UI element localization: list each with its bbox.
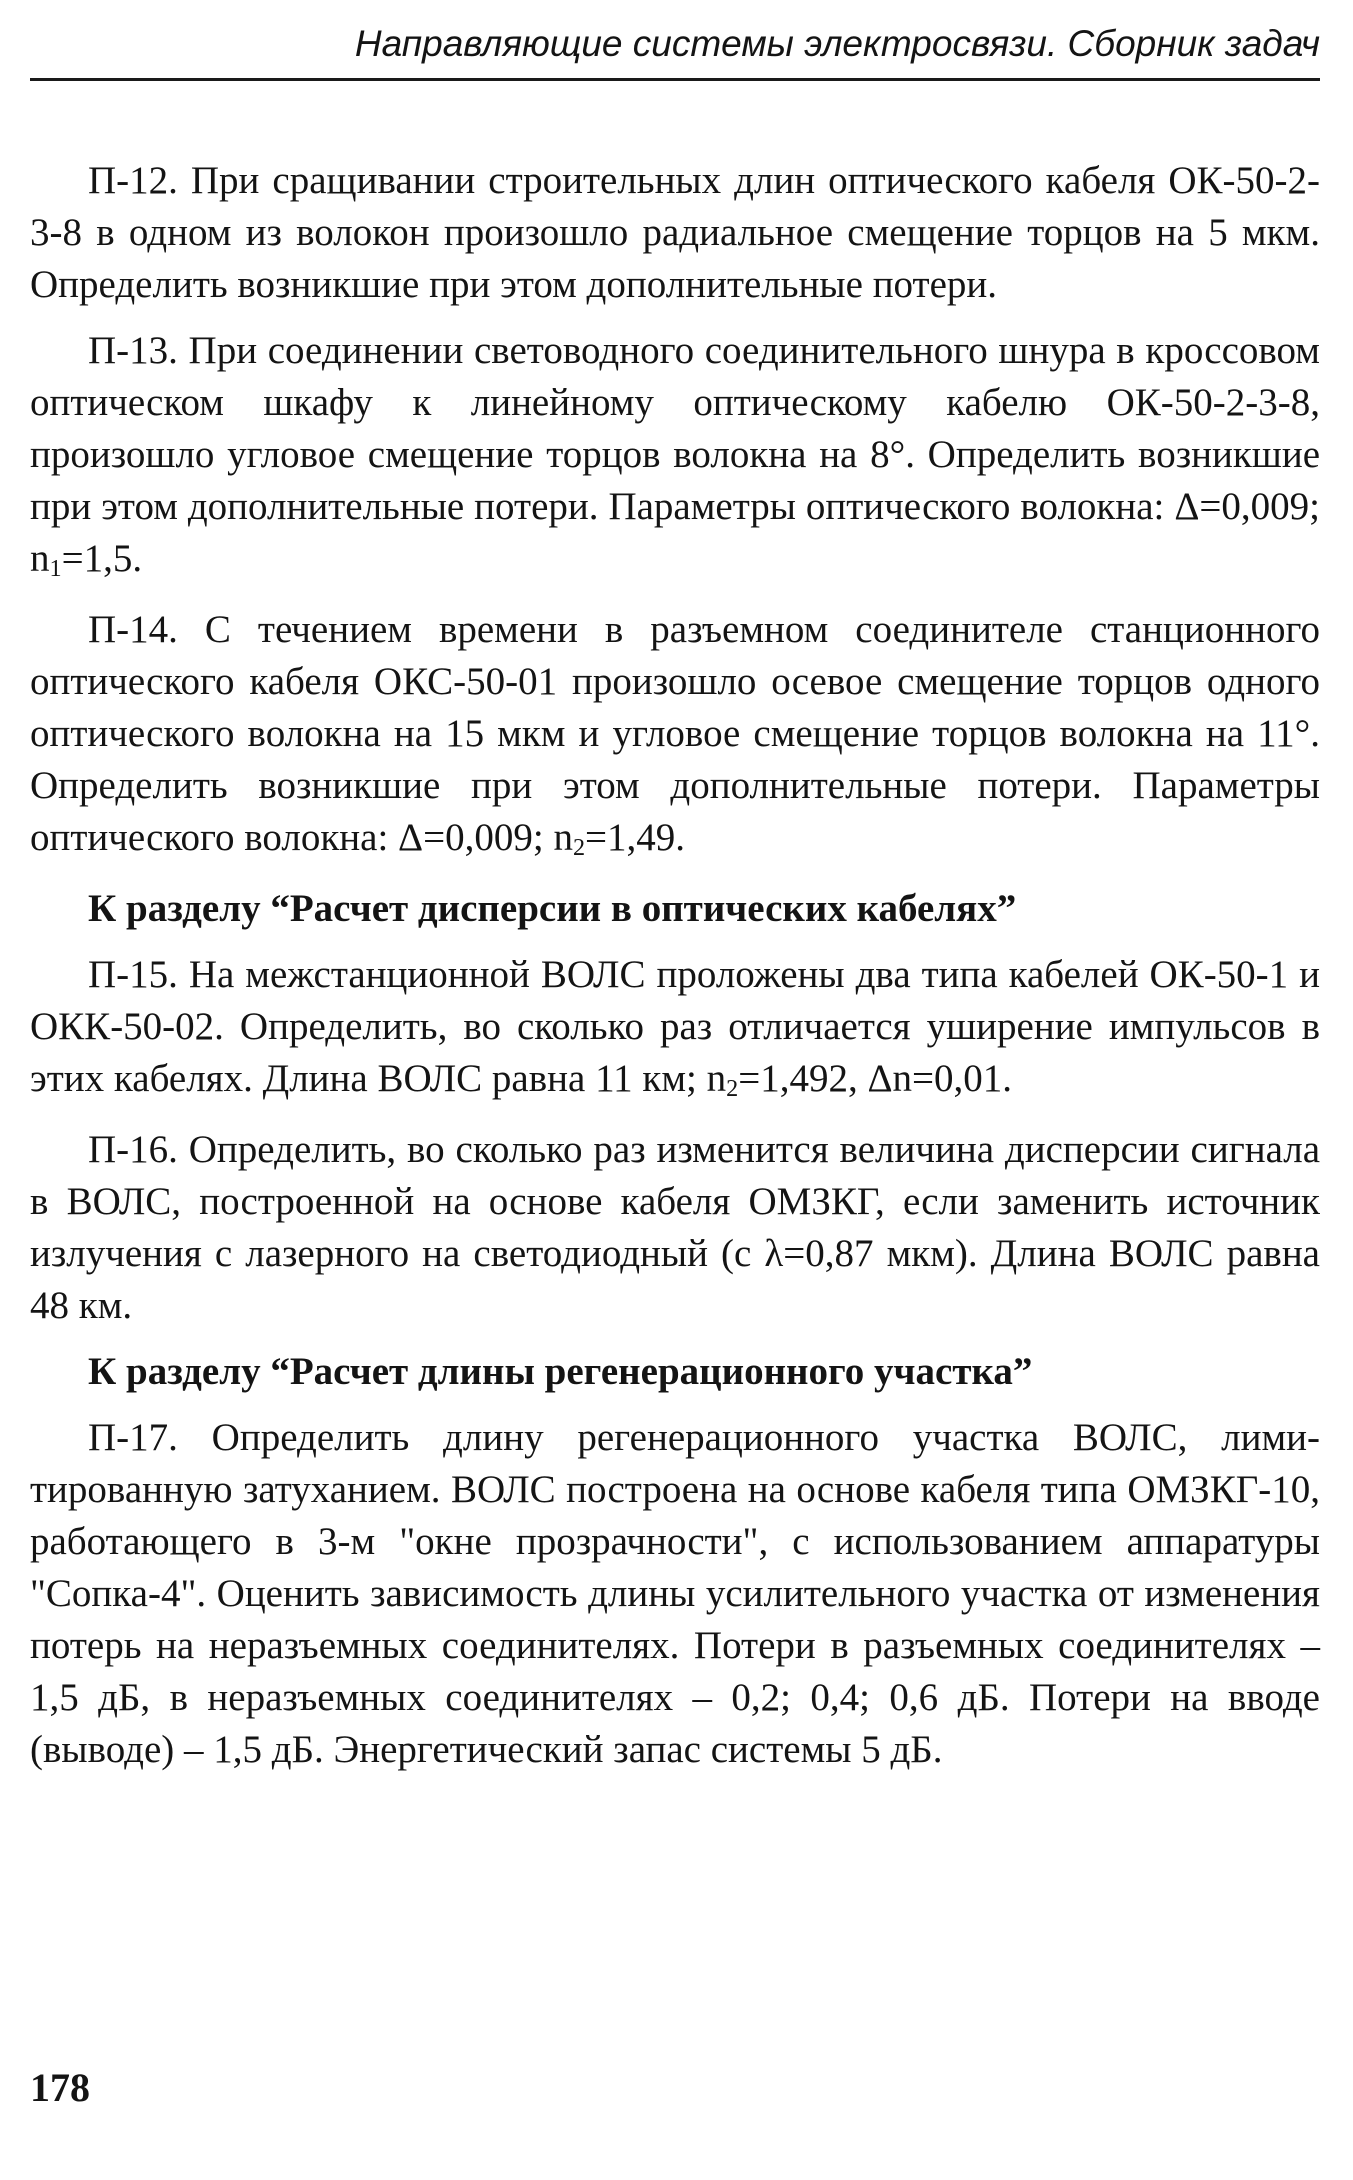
problem-paragraph bbox=[30, 1412, 1320, 1776]
text-run: =1,49. bbox=[585, 816, 686, 859]
text-run: П-15. На межстанционной ВОЛС проложены два типа кабелей ОК-50-1 и ОКК-50-02. Определить, во сколько раз отличается уширение импульсов в этих кабелях. Длина ВОЛС равна 11 км; n bbox=[30, 953, 1320, 1100]
problem-paragraph bbox=[30, 1124, 1320, 1332]
text-run: П-12. При сращивании строительных длин оптического кабеля ОК-50-2-3-8 в одном из волокон произошло радиальное смещение торцов на 5 мкм. Определить возникшие при этом дополнительные потери. bbox=[30, 159, 1320, 306]
section-heading: К разделу “Расчет дисперсии в оптических кабелях” bbox=[88, 887, 1017, 930]
problem-paragraph bbox=[30, 325, 1320, 590]
section-heading: К разделу “Расчет длины регенерационного участка” bbox=[88, 1350, 1033, 1393]
subscript-index: 1 bbox=[49, 555, 62, 583]
text-run: П-17. Определить длину регенерационного участка ВОЛС, лимитированную затуханием. ВОЛС построена на основе кабеля типа ОМЗКГ-10, работающего в 3-м "окне прозрачности", с использованием аппаратуры "Сопка-4". Оценить зависимость длины усилительного участка от изменения потерь на неразъемных соединителях. Потери в разъемных соединителях – 1,5 дБ, в неразъемных соединителях – 0,2; 0,4; 0,6 дБ. Потери на вводе (выводе) – 1,5 дБ. Энергетический запас системы 5 дБ. bbox=[30, 1416, 1320, 1771]
running-head: Направляющие системы электросвязи. Сборник задач bbox=[354, 23, 1320, 64]
subscript-index: 2 bbox=[572, 834, 586, 862]
text-run: П-16. Определить, во сколько раз изменится величина дисперсии сигнала в ВОЛС, построенной на основе кабеля ОМЗКГ, если заменить источник излучения с лазерного на светодиодный (с λ=0,87 мкм). Длина ВОЛС равна 48 км. bbox=[30, 1128, 1320, 1327]
subscript-index: 2 bbox=[726, 1075, 739, 1103]
text-run: П-13. При соединении световодного соединительного шнура в кроссовом оптическом шкафу к линейному оптическому кабелю ОК-50-2-3-8, произошло угловое смещение торцов волокна на 8°. Определить возникшие при этом дополнительные потери. Параметры оптического волокна: Δ=0,009; n bbox=[30, 329, 1320, 580]
problem-paragraph bbox=[30, 949, 1320, 1110]
page-content bbox=[30, 155, 1320, 1790]
problem-paragraph bbox=[30, 155, 1320, 311]
problem-paragraph bbox=[30, 604, 1320, 869]
page-number: 178 bbox=[30, 2065, 90, 2110]
text-run: П-14. С течением времени в разъемном соединителе станционного оптического кабеля ОКС-50-01 произошло осевое смещение торцов одного оптического волокна на 15 мкм и угловое смещение торцов волокна на 11°. Определить возникшие при этом дополнительные потери. Параметры оптического волокна: Δ=0,009; n bbox=[30, 608, 1320, 859]
text-run: =1,492, Δn=0,01. bbox=[738, 1057, 1013, 1100]
text-run: =1,5. bbox=[61, 537, 143, 580]
header-rule bbox=[30, 78, 1320, 81]
